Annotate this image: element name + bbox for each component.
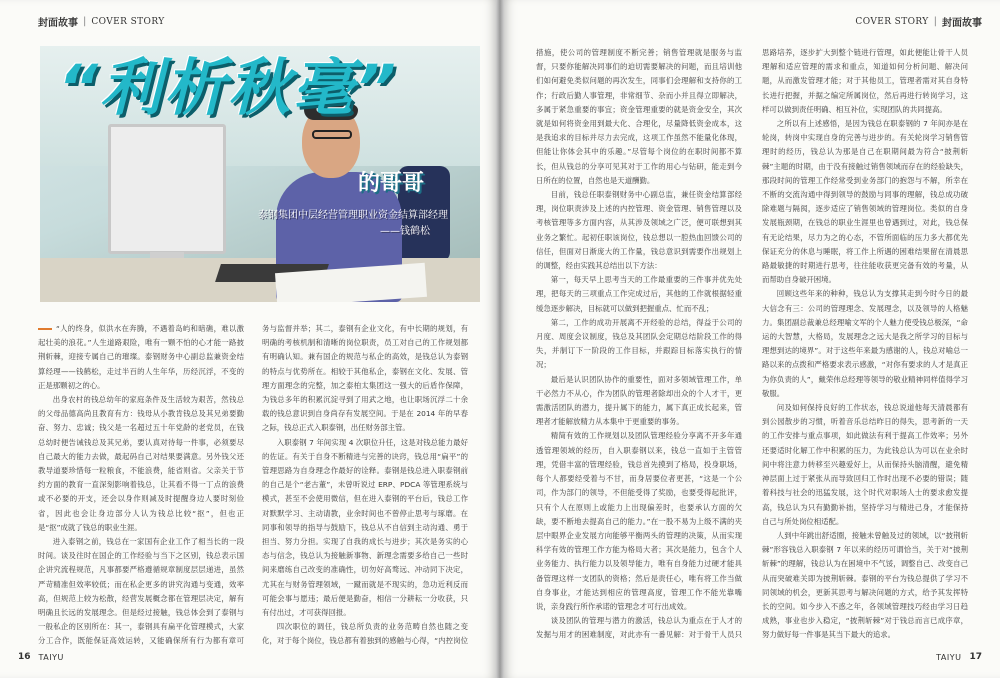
glasses — [312, 130, 352, 139]
folio-right — [936, 652, 982, 662]
body-paragraph: 出身农村的钱总幼年的家庭条件及生活较为艰苦，然钱总的父母品德高尚且教育有方：钱母从小教肯钱总及其兄弟要勤奋、努力、忠诚；钱父是一名超过五十年党龄的老党员，在钱总幼时便告诫钱总及其兄弟，要认真对待每一件事，必须要尽自己最大的能力去做，最起码自己对结果要满意。另外钱父还教导道要珍惜每一粒粮食，不能浪费，能省则省。父亲关于节约方面的教育一直深刻影响着钱总，让其看不得一丁点的浪费或不必要的开支，还会以身作则减及时提醒身边人要时刻俭省，因此也会让身边部分人认为钱总比较“抠”，但也正是“抠”成就了钱总的职业生涯。 — [38, 395, 244, 532]
right-column-1 — [536, 46, 742, 644]
header-section-cn: 封面故事 — [942, 18, 982, 29]
spine-gutter — [496, 0, 504, 678]
running-header-right — [855, 14, 982, 29]
body-paragraph: 入职泰钢 7 年间实现 4 次职位升任，这是对钱总能力最好的佐证。有关于自身不断精进与完善的诀窍，钱总用“扁平”的管理思路为自身理念作最好的诠释。泰钢是钱总进入职泰钢前的自己是个“老古董”，未曾听说过 ERP、PDCA 等管理系统与模式，甚至不会使用微信，但在进入泰钢的平台后，钱总工作对默默学习、主动请教，业余时间也不曾停止思考与琢磨。在同事和领导的指导与鼓励下，钱总从不自信到主动沟通、勇于担当、努力分担。实现了自我的成长与进步；其次是务实的心态与信念，钱总认为接触新事物、新理念需要多给自己一些时间来磨练自己改变的准确性，切勿好高骛远、冲动同下决定，尤其在与财务管理领域，一蹴而就是不现实的，急功近利反而可能会事与愿违；最后便是勤奋，相信一分耕耘一分收获，只有付出过，才可获得回报。 — [262, 437, 468, 618]
header-section-en: COVER STORY — [855, 16, 929, 27]
magazine-name: TAIYU — [38, 652, 64, 662]
body-paragraph: 之所以有上述感悟，是因为钱总在职泰钢的 7 年间亦是在轮岗，转岗中实现自身的完善与进步的。有关轮岗学习销售管理时的经历，钱总认为那是自己在职期间最为符合“披荆斩棘”主题的时期，由于没有接触过销售领域而存在的经验缺失，那段时间的管理工作经常受到业务部门的抱怨与不解，所幸在不断的交流沟通中得到领导的鼓励与同事的理解，钱总成功破除难题与隔阂，逐步适应了销售领域的管理岗位。类似的自身发展瓶颈期，在钱总的职业生涯里也曾遇到过，对此，钱总保有无论结果，尽力为之的心态，不管所面临的压力多大都优先保证充分的休息与睡眠，将工作上所遇的困难结果留在清晨思路最敏捷的时期进行思考，往往能收获更完备有效的考量，从而帮助自身破开困境。 — [762, 119, 968, 285]
header-section-cn: 封面故事 — [38, 18, 78, 29]
lead-paragraph — [38, 322, 244, 393]
cover-headline-suffix: 的哥哥 — [358, 171, 425, 196]
header-separator: | — [933, 16, 937, 27]
computer-monitor — [108, 124, 226, 254]
body-paragraph: 务与监督并举；其二，泰钢有企业文化，有中长期的规划，有明确的考核机制和清晰的岗位职责，员工对自己的工作规划都有明确认知。兼有国企的规范与私企的高效，是钱总认为泰钢的特点与优势所在。相较于其他私企，泰钢在文化、发展、管理方面理念的完整，加之泰柏太集团这一强大的后盾作保障，为钱总多年的积累沉淀寻到了用武之地，也让职场沉浮二十余载的钱总意识到自身尚存有发展空间。于是在 2014 年的早春之际，钱总正式入职泰钢，出任财务部主管。 — [262, 324, 468, 433]
photo-caption-title: 泰钢集团中层经营管理职业资金结算部经理 — [258, 210, 448, 221]
header-separator: | — [83, 16, 87, 27]
cover-photo — [40, 46, 480, 302]
body-paragraph: 回顾这些年来的种种，钱总认为支撑其走到今时今日的最大信念有三：公司的管理理念、发展理念，以及领导的人格魅力。集团副总裁兼总经理喻文军的个人魅力使受钱总极深，“命运的大智慧，大格局，发展理念之远大是我之所学习的目标与理想到达的境界”。对于这些年来最为感谢的人，钱总对喻总一路以来的点拨和严格要求表示感激，“对你有要求的人才是真正为你负责的人”，戴荣伟总经理等领导的敬业精神同样值得学习敬服。 — [762, 289, 968, 398]
left-column-1 — [38, 322, 244, 646]
body-paragraph: 措施，使公司的管理制度不断完善；销售管理就是服务与监督，只要你能解决同事们的迫切需要解决的问题，而且培训他们如何避免类似问题的再次发生，同事们会理解和支持你的工作；行政后勤人事管理，非常细节、杂而小并且得立即解决，多属于紧急重要的事宜；资金管理重要的就是资金安全，其次就是如何将资金用到最大化、合理化，尽量降低资金成本，这是我追求的目标并尽力去完成，这项工作虽然不能量化体现，但能让你体会其中的乐趣。”尽管每个岗位的在职时间都不算长，但从钱总的分享可见其对于工作的用心与钻研，能走到今日所在的位置，自然也是天道酬勤。 — [536, 48, 742, 185]
left-page — [0, 0, 496, 678]
page-number: 16 — [18, 652, 31, 662]
header-section-en: COVER STORY — [91, 16, 165, 27]
body-paragraph: 问及如何保持良好的工作状态，钱总说道他每天清晨都有到公园散步的习惯，听着音乐总结昨日的得失，思考新的一天的工作安排与重点事项，如此做法有利于提高工作效率；另外还要适时化解工作中积累的压力，为此钱总认为可以在业余时间中将注意力转移至兴趣爱好上，从而保持头脑清醒，避免精神层面上过于紧张从而导致回归工作时出现不必要的错误；随着科技与社会的迅猛发展，这个时代对职场人士的要求愈发提高，钱总认为只有勤勤补拙，坚持学习与精进己身，才能保持自己与所处岗位相适配。 — [762, 403, 968, 526]
right-column-2 — [762, 46, 968, 644]
body-paragraph: 第一，每天早上思考当天的工作最重要的三件事并优先处理，把每天的三项重点工作完成过后，其他的工作就根据轻重缓急逐步解决，目标就可以做到把握重点、忙而不乱； — [536, 275, 742, 313]
body-paragraph: 进入泰钢之前，钱总在一家国有企业工作了相当长的一段时间。谈及往时在国企的工作经验与当下之区别，钱总表示国企讲究流程规范，凡事都要严格遵循规章制度层层递进，虽然严苛精准但效率较低；而在私企更多的讲究沟通与变通，效率高，但规范上较为松散，经营发展概念都在管理层决定，解有明确且长远的发展理念。但是经过接触，钱总体会到了泰钢与一般私企的区别所在：其一，泰钢具有扁平化管理模式，大家分工合作，既能保证高效运转，又能确保所有行为都有章可 — [38, 537, 244, 646]
running-header-left — [38, 14, 165, 29]
body-paragraph: 第二，工作的成功开展离不开经验的总结，得益于公司的月度、周度会议制度，钱总及其团队会定期总结阶段工作的得失，并制订下一阶段的工作目标，并跟踪目标落实执行的情况； — [536, 317, 742, 370]
body-paragraph: 最后是认识团队协作的重要性，面对多领域管理工作，单干必然力不从心，作为团队的管理者除却出众的个人才干，更需激活团队的潜力，提升属下的能力，属下真正成长起来，管理者才能解放精力从本集中于更重要的事务。 — [536, 374, 742, 427]
cover-headline: “利析秋毫” — [58, 51, 398, 124]
body-paragraph: 四次职位的调任，钱总所负责的业务范畴自然也随之变化，对于每个岗位，钱总都有着独到的感触与心得，“内控岗位 — [262, 622, 468, 646]
magazine-name: TAIYU — [936, 652, 962, 662]
left-column-2 — [262, 322, 468, 646]
lead-dash — [38, 328, 52, 330]
body-paragraph: 谈及团队的管理与潜力的激活，钱总认为重点在于人才的发掘与用才的困难制度，对此亦有一番见解：对于骨干人员只 — [536, 616, 742, 640]
page-number: 17 — [969, 652, 982, 662]
body-paragraph: 人到中年跳出舒适圈，接触未曾触及过的领域，以“披荆斩棘”形容钱总入职泰钢 7 年以来的经历可谓恰当，关于对“披荆斩棘”的理解，钱总认为在困境中不气馁，调整自己、改变自己从而突破难关即为披荆斩棘。泰钢的平台为钱总提供了学习不同领域的机会，更新其思考与解决问题的方式，给予其发挥特长的空间。如今步入不惑之年，各领域管理技巧经由学习日趋成熟，事业也步入稳定，“披荆斩棘”对于钱总而言已成序章，努力做好每一件事是其当下最大的追求。 — [762, 530, 968, 640]
lead-paragraph-text: “人的终身，似洪水在奔腾，不遇着岛屿和暗礁，难以激起壮美的浪花。”人生道路艰险，唯有一颗不怕的心才能一路披荆斩棘，迎接专属自己的璀璨。泰钢财务中心副总监兼资金结算经理——钱鹤松，走过半百的人生年华，历经沉浮，不变的正是那颗初之的心。 — [38, 324, 244, 390]
photo-caption-name: ——钱鹤松 — [380, 226, 430, 237]
right-page — [504, 0, 1000, 678]
body-paragraph: 思路培养，逐步扩大到整个链进行管理，如此便能让骨干人员理解和适应管理的需求和重点，知道如何分析问题、解决问题，从而激发管理才能；对于其他员工，管理者需对其自身特长进行把握，并据之编定所属岗位，然后再进行转岗学习，这样可以做到责任明确、相互补位，实现团队的共同提高。 — [762, 48, 968, 114]
body-paragraph: 目前，钱总任职泰钢财务中心副总监，兼任资金结算部经理，岗位职责涉及上述的内控管理、资金管理、销售管理以及考核管理等多方面内容，从其涉及领域之广泛，便可联想到其业务之繁忙。起初任职该岗位，钱总想以一腔热血回馈公司的信任，但面对日渐庞大的工作量，钱总意识到需要作出规划上的调整，经由实践其总结出以下方法： — [536, 190, 742, 271]
body-paragraph: 精简有效的工作规划以及团队管理经验分享离不开多年通透管理领域的经历，自入职泰钢以来，钱总一直如于主管管理，凭借丰富的管理经验，钱总首先摸到了格局，投身职场，每个人都要经受着与不甘，而身居要位者更甚，“这是一个公司，作为部门的领导，不但能受得了奖励，也要受得起批评，只有个人在原则上或能力上出现偏差时，也要承认方面的欠缺，要不断地去提高自己的能力。”在一股不易为上级不满的夹层中眼界企业发展方向能够平衡两头的管理的决策，从而实现科学有效的管理工作方能为格局大者；其次是能力，包含个人业务能力、执行能力以及领导能力，唯有自身能力过硬才能具备管理这样一支团队的资格；然后是责任心，唯有将工作当做自身事业，才能达到相应的管理高度，管理工作不能光靠嘴说，亲身践行所作承诺的管理念才可行出成效。 — [536, 431, 742, 611]
folio-left — [18, 652, 64, 662]
